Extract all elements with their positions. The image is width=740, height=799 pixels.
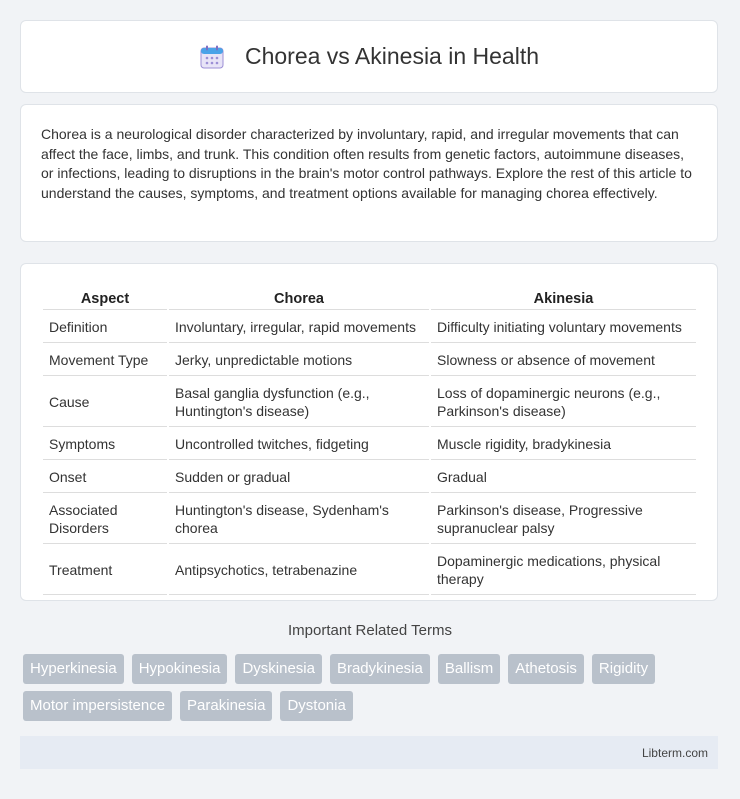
cell-aspect: Definition: [43, 312, 167, 343]
related-term-tag[interactable]: Bradykinesia: [330, 654, 430, 684]
table-row: [43, 462, 696, 493]
cell-akinesia: Muscle rigidity, bradykinesia: [431, 429, 696, 460]
table-row: [43, 345, 696, 376]
intro-text: Chorea is a neurological disorder characterized by involuntary, rapid, and irregular movements that can affect the face, limbs, and trunk. This condition often results from genetic factors, autoimmune diseases, or infections, leading to disruptions in the brain's motor control pathways. Explore the rest of this article to understand the causes, symptoms, and treatment options available for managing chorea effectively.: [41, 126, 692, 201]
related-term-tag[interactable]: Rigidity: [592, 654, 655, 684]
cell-akinesia: Dopaminergic medications, physical therapy: [431, 546, 696, 595]
calendar-icon: [199, 44, 225, 70]
cell-akinesia: Gradual: [431, 462, 696, 493]
cell-chorea: Uncontrolled twitches, fidgeting: [169, 429, 429, 460]
table-row: [43, 429, 696, 460]
comparison-table-card: [20, 263, 718, 601]
cell-akinesia: Difficulty initiating voluntary movements: [431, 312, 696, 343]
cell-chorea: Sudden or gradual: [169, 462, 429, 493]
table-header-row: [43, 288, 696, 310]
cell-aspect: Treatment: [43, 546, 167, 595]
header-aspect: Aspect: [43, 288, 167, 310]
header-card: [20, 20, 718, 93]
cell-aspect: Cause: [43, 378, 167, 427]
related-term-tag[interactable]: Ballism: [438, 654, 500, 684]
cell-aspect: Onset: [43, 462, 167, 493]
related-term-tag[interactable]: Athetosis: [508, 654, 584, 684]
footer-site[interactable]: Libterm.com: [641, 745, 708, 760]
table-row: [43, 546, 696, 595]
cell-aspect: Symptoms: [43, 429, 167, 460]
related-term-tag[interactable]: Motor impersistence: [23, 691, 172, 721]
table-row: [43, 378, 696, 427]
cell-akinesia: Slowness or absence of movement: [431, 345, 696, 376]
header-chorea: Chorea: [169, 288, 429, 310]
related-term-tag[interactable]: Dystonia: [280, 691, 352, 721]
related-term-tag[interactable]: Hyperkinesia: [23, 654, 124, 684]
related-terms-title: Important Related Terms: [288, 622, 452, 639]
footer: [20, 736, 718, 769]
related-terms-list: [23, 654, 713, 728]
comparison-table: [41, 286, 698, 597]
cell-chorea: Huntington's disease, Sydenham's chorea: [169, 495, 429, 544]
related-term-tag[interactable]: Dyskinesia: [235, 654, 322, 684]
cell-aspect: Associated Disorders: [43, 495, 167, 544]
table-row: [43, 312, 696, 343]
cell-akinesia: Loss of dopaminergic neurons (e.g., Parkinson's disease): [431, 378, 696, 427]
page-title: Chorea vs Akinesia in Health: [244, 43, 540, 69]
table-row: [43, 495, 696, 544]
cell-chorea: Basal ganglia dysfunction (e.g., Huntington's disease): [169, 378, 429, 427]
cell-chorea: Jerky, unpredictable motions: [169, 345, 429, 376]
cell-aspect: Movement Type: [43, 345, 167, 376]
cell-akinesia: Parkinson's disease, Progressive supranuclear palsy: [431, 495, 696, 544]
related-term-tag[interactable]: Parakinesia: [180, 691, 272, 721]
intro-card: [20, 104, 718, 242]
cell-chorea: Antipsychotics, tetrabenazine: [169, 546, 429, 595]
cell-chorea: Involuntary, irregular, rapid movements: [169, 312, 429, 343]
header-akinesia: Akinesia: [431, 288, 696, 310]
related-term-tag[interactable]: Hypokinesia: [132, 654, 228, 684]
